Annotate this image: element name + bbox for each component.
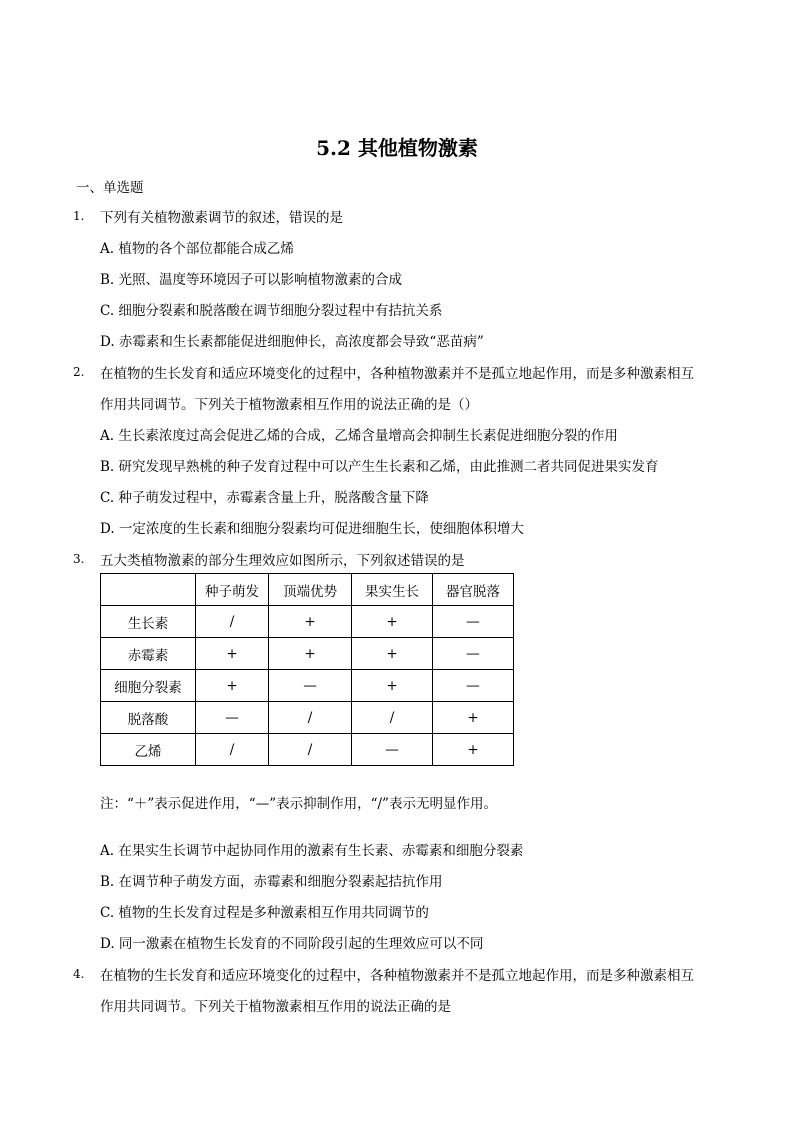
hormone-effects-table xyxy=(100,573,514,766)
table-row xyxy=(101,702,514,734)
table-cell: / xyxy=(196,734,269,766)
page-title: 5.2 其他植物激素 xyxy=(316,136,478,160)
question-3-stem: 五大类植物激素的部分生理效应如图所示，下列叙述错误的是 xyxy=(100,553,465,569)
question-1-stem: 下列有关植物激素调节的叙述，错误的是 xyxy=(100,210,343,226)
table-cell: — xyxy=(352,734,433,766)
table-cell: / xyxy=(269,702,352,734)
table-cell: 赤霉素 xyxy=(101,638,196,670)
table-header-cell: 顶端优势 xyxy=(269,574,352,606)
table-cell: / xyxy=(196,606,269,638)
table-header-cell: 果实生长 xyxy=(352,574,433,606)
question-1-option-a: A. 植物的各个部位都能合成乙烯 xyxy=(100,241,294,257)
table-cell: / xyxy=(269,734,352,766)
section-heading: 一、单选题 xyxy=(76,180,144,196)
table-cell: 生长素 xyxy=(101,606,196,638)
question-3-option-d: D. 同一激素在植物生长发育的不同阶段引起的生理效应可以不同 xyxy=(100,936,484,952)
table-header-cell: 器官脱落 xyxy=(433,574,514,606)
table-cell: + xyxy=(269,606,352,638)
table-cell: — xyxy=(433,638,514,670)
table-cell: — xyxy=(433,606,514,638)
table-cell: — xyxy=(196,702,269,734)
question-2-option-d: D. 一定浓度的生长素和细胞分裂素均可促进细胞生长，使细胞体积增大 xyxy=(100,521,524,537)
table-cell: + xyxy=(352,670,433,702)
question-2-stem-line-2: 作用共同调节。下列关于植物激素相互作用的说法正确的是（） xyxy=(100,397,478,413)
table-cell: + xyxy=(433,702,514,734)
table-cell: 脱落酸 xyxy=(101,702,196,734)
question-3-number: 3. xyxy=(73,552,85,566)
question-3-option-c: C. 植物的生长发育过程是多种激素相互作用共同调节的 xyxy=(100,905,429,921)
table-header-row xyxy=(101,574,514,606)
table-row xyxy=(101,606,514,638)
table-header-cell xyxy=(101,574,196,606)
table-cell: 乙烯 xyxy=(101,734,196,766)
question-4-number: 4. xyxy=(73,967,85,981)
table-cell: + xyxy=(196,670,269,702)
table-cell: — xyxy=(433,670,514,702)
question-4-stem-line-2: 作用共同调节。下列关于植物激素相互作用的说法正确的是 xyxy=(100,999,451,1015)
table-note: 注：“＋”表示促进作用，“—”表示抑制作用，“/”表示无明显作用。 xyxy=(100,796,497,812)
table-row xyxy=(101,734,514,766)
table-row xyxy=(101,670,514,702)
table-cell: + xyxy=(269,638,352,670)
table-header-cell: 种子萌发 xyxy=(196,574,269,606)
question-2-number: 2. xyxy=(73,365,85,379)
question-2-option-c: C. 种子萌发过程中，赤霉素含量上升，脱落酸含量下降 xyxy=(100,490,429,506)
table-cell: + xyxy=(433,734,514,766)
table-cell: + xyxy=(352,638,433,670)
table-cell: / xyxy=(352,702,433,734)
question-3-option-b: B. 在调节种子萌发方面，赤霉素和细胞分裂素起拮抗作用 xyxy=(100,874,443,890)
question-2-option-b: B. 研究发现早熟桃的种子发育过程中可以产生生长素和乙烯，由此推测二者共同促进果实发育 xyxy=(100,459,659,475)
question-1-number: 1. xyxy=(73,209,85,223)
question-4-stem-line-1: 在植物的生长发育和适应环境变化的过程中，各种植物激素并不是孤立地起作用，而是多种激素相互 xyxy=(100,968,694,984)
table-cell: + xyxy=(352,606,433,638)
table-cell: + xyxy=(196,638,269,670)
table-row xyxy=(101,638,514,670)
question-1-option-d: D. 赤霉素和生长素都能促进细胞伸长，高浓度都会导致“恶苗病” xyxy=(100,334,484,350)
question-2-option-a: A. 生长素浓度过高会促进乙烯的合成，乙烯含量增高会抑制生长素促进细胞分裂的作用 xyxy=(100,428,618,444)
question-1-option-b: B. 光照、温度等环境因子可以影响植物激素的合成 xyxy=(100,272,403,288)
question-1-option-c: C. 细胞分裂素和脱落酸在调节细胞分裂过程中有拮抗关系 xyxy=(100,303,443,319)
question-2-stem-line-1: 在植物的生长发育和适应环境变化的过程中，各种植物激素并不是孤立地起作用，而是多种激素相互 xyxy=(100,366,694,382)
table-cell: 细胞分裂素 xyxy=(101,670,196,702)
question-3-option-a: A. 在果实生长调节中起协同作用的激素有生长素、赤霉素和细胞分裂素 xyxy=(100,843,524,859)
table-cell: — xyxy=(269,670,352,702)
